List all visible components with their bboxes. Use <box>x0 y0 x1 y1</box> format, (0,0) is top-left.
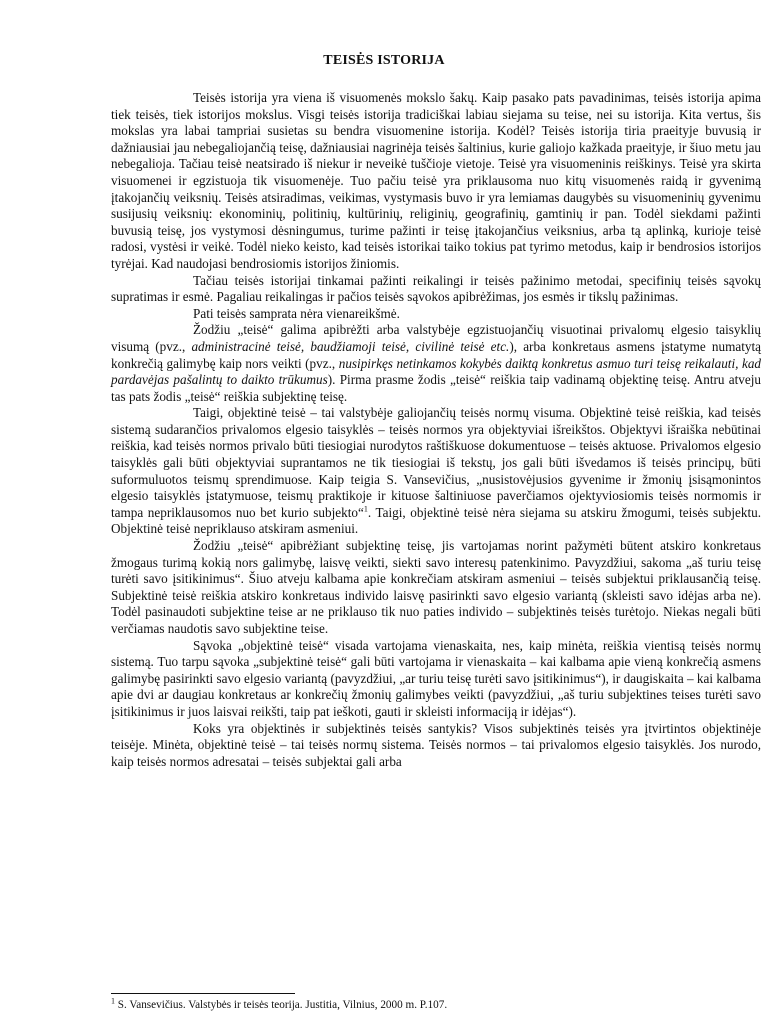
page-title: TEISĖS ISTORIJA <box>323 53 445 68</box>
paragraph: Žodžiu „teisė“ apibrėžiant subjektinę teisę, jis vartojamas norint pažymėti būtent atskiro konkretaus žmogaus turimą kokią nors galimybę, laisvę veikti, siekti savo interesų patenkinimo. Pavyzdžiui, sakoma „aš turiu teisę turėti savo įsitikinimus“. Šiuo atveju kalbama apie konkrečiam atskiram asmeniui – teisės subjektui priklausančią teisę. Subjektinė teisė reiškia atskiro konkretaus individo laisvę pasirinkti savo elgesio variantą (skleisti savo idėjas arba ne). Todėl pasinaudoti subjektine teise ar ne priklauso tik nuo paties individo – subjektinės teisės turėtojo. Niekas negali būti verčiamas naudotis savo subjektine teise. <box>111 538 761 636</box>
text-run: ), arba konkretaus asmens įstatyme numatytą konkrečią galimybę kaip nors veikti (pvz., <box>111 338 761 371</box>
text-run: Žodžiu „teisė“ galima apibrėžti arba valstybėje egzistuojančių visuotinai privalomų elgesio taisyklių visumą (pvz., <box>111 322 761 354</box>
footnote-text: S. Vansevičius. Valstybės ir teisės teorija. Justitia, Vilnius, 2000 m. P.107. <box>115 999 448 1011</box>
paragraph: Pati teisės samprata nėra vienareikšmė. <box>193 305 400 321</box>
paragraph: Sąvoka „objektinė teisė“ visada vartojama vienaskaita, nes, kaip minėta, reiškia vientisą teisės normų sistemą. Tuo tarpu sąvoka „subjektinė teisė“ gali būti vartojama ir vienaskaita – kai kalbama apie vieną konkrečią asmens galimybę pasirinkti savo elgesio variantą (pavyzdžiui, „ar turiu teisę turėti savo įsitikinimus“), ir daugiskaita – kai kalbama apie dvi ar daugiau konkretaus ar konkrečių žmonių galimybes veikti (pavyzdžiui, „aš turiu subjektines teises turėti savo įsitikinimus ir juos laisvai reikšti, taip pat ieškoti, gauti ir skleisti informaciją ir idėjas“). <box>111 637 761 719</box>
paragraph: Koks yra objektinės ir subjektinės teisės santykis? Visos subjektinės teisės yra įtvirtintos objektinėje teisėje. Minėta, objektinė teisė – tai teisės normų sistema. Teisės normos – tai privalomos elgesio taisyklės. Jos nurodo, kaip teisės normos adresatai – teisės subjektai gali arba <box>111 720 761 769</box>
footnote-mark: 1 <box>111 996 115 1006</box>
body-text <box>111 90 761 770</box>
footnote-reference: 1 <box>363 504 368 514</box>
paragraph <box>111 322 761 405</box>
text-run: ). Pirma prasme žodis „teisė“ reiškia taip vadinamą objektinę teisę. Antru atveju tas pats žodis „teisė“ reiškia subjektinę teisę. <box>111 372 761 404</box>
paragraph <box>111 405 761 538</box>
footnote-divider <box>111 993 295 994</box>
italic-example: nusipirkęs netinkamos kokybės daiktą konkretus asmuo turi teisę reikalauti, kad pardavėjas pašalintų to daikto trūkumus <box>111 355 762 388</box>
text-run: . Taigi, objektinė teisė nėra siejama su atskiru žmogumi, teisės subjektu. Objektinė teisė nepriklauso atskiram asmeniui. <box>111 504 761 537</box>
italic-example: administracinė teisė, baudžiamoji teisė, civilinė teisė etc. <box>191 338 510 354</box>
paragraph: Teisės istorija yra viena iš visuomenės mokslo šakų. Kaip pasako pats pavadinimas, teisės istorija apima tiek teisės, tiek istorijos mokslus. Visgi teisės istorija tradiciškai labiau siejama su teise, nei su istorija. Kita vertus, šis mokslas yra labai tampriai susietas su bendra visuomenine istorija. Kodėl? Teisės istorija tiria praeityje buvusią ir dažniausiai jau nebegaliojančią teisę, dažniausiai nagrinėja teisės šaltinius, kurie galiojo kažkada praeityje, ir šiuo metu jau nebegalioja. Tačiau teisė neatsirado iš niekur ir neveikė tuščioje vietoje. Teisė yra visuomeninis reiškinys. Teisė yra skirta visuomenei ir egzistuoja tik visuomenėje. Tuo pačiu teisė yra priklausoma nuo kitų visuomenės raidą ir gyvenimą įtakojančių veiksnių. Teisės atsiradimas, veikimas, vystymasis buvo ir yra lemiamas daugybės su visuomeninių gyvenimu susijusių veiksnių: ekonominių, politinių, kultūrinių, religinių, geografinių, gamtinių ir pan. Todėl siekdami pažinti buvusią teisę, jos vystymosi dėsningumus, turime pažinti ir teisę įtakojančius veiksnius, arba tą aplinką, kurioje teisė radosi, vystėsi ir veikė. Todėl nieko keisto, kad teisės istorikai taiko tokius pat tyrimo metodus, kaip ir bendrosios istorijos tyrėjai. Kad naudojasi bendrosiomis istorijos žiniomis. <box>111 90 761 271</box>
paragraph: Tačiau teisės istorijai tinkamai pažinti reikalingi ir teisės pažinimo metodai, specifinių teisės sąvokų supratimas ir esmė. Pagaliau reikalingas ir pačios teisės sąvokos apibrėžimas, jos esmės ir tikslų pažinimas. <box>111 272 761 305</box>
text-run: Taigi, objektinė teisė – tai valstybėje galiojančių teisės normų visuma. Objektinė teisė reiškia, kad teisės sistemą sudarančios privalomos elgesio taisyklės – teisės normos yra objektyviai išreikštos. Objektyvi išraiška nebūtinai reiškia, kad teisės normos privalo būti tiesiogiai nurodytos raštiškuose dokumentuose – teisės aktuose. Privalomos elgesio taisyklės gali būti objektyviai suprantamos ne tik tiesiogiai iš tekstų, jos gali būti išvedamos iš teisės principų, būti suformuluotos teismų sprendimuose. Kaip teigia S. Vansevičius, „nusistovėjusios gyvenime ir žmonių įsisąmonintos elgesio taisyklės įstatymuose, teismų praktikoje ir kituose šaltiniuose paverčiamos ojektyviosiomis teisės normomis ir tampa nepriklausomos nuo bet kurio subjekto“ <box>111 405 761 520</box>
footnote <box>111 998 761 1012</box>
